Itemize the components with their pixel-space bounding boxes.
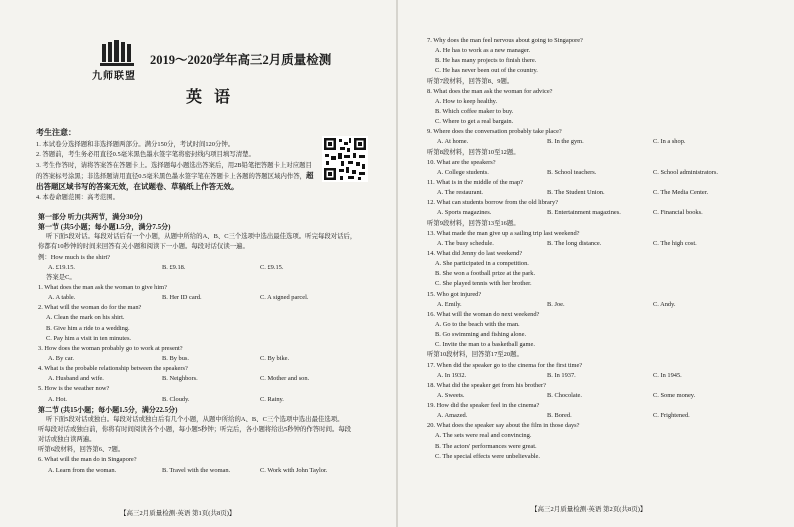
option-row [38,293,388,303]
answer-option: B. Cloudy. [162,395,190,403]
notice-box [36,128,316,203]
text-line: 15. Who got injured? [427,290,482,298]
answer-option: A. £19.15. [48,263,75,271]
text-line: 2. What will the woman do for the man? [38,304,142,312]
text-line: A. He has to work as a new manager. [435,47,531,55]
option-row [427,411,787,421]
answer-option: A. College students. [437,168,489,176]
answer-option: C. Mother and son. [260,375,310,383]
option-row [427,371,787,381]
text-line: 4. What is the probable relationship between the speakers? [38,365,188,373]
answer-option: A. Sweets. [437,391,465,399]
notice-item: 1. 本试卷分选择题和非选择题两部分。满分150分，考试时间120分钟。 [36,141,235,149]
section-heading: 第一部分 听力(共两节，满分30分) [38,213,143,221]
text-line: B. Go swimming and fishing alone. [435,331,527,339]
option-row [427,208,787,218]
answer-option: A. Emily. [437,300,462,308]
option-row [38,466,388,476]
answer-option: A. A table. [48,294,76,302]
answer-option: B. Bored. [547,412,572,420]
text-line: 你都有10秒钟的时间来回答有关小题和阅读下一小题。每段对话仅读一遍。 [38,243,249,251]
answer-option: A. At home. [437,138,469,146]
notice-item [36,161,316,194]
answer-option: A. Hot. [48,395,67,403]
answer-option: B. Neighbors. [162,375,198,383]
section-heading: 第一节 (共5小题；每小题1.5分，满分7.5分) [38,223,171,232]
answer-option: B. Her ID card. [162,294,202,302]
text-line: 对话或独白读两遍。 [38,436,96,444]
text-line: 13. What made the man give up a sailing trip last weekend? [427,229,580,237]
answer-option: B. Joe. [547,300,565,308]
exam-title: 2019～2020学年高三2月质量检测 [150,53,332,67]
text-line: A. The sets were real and convincing. [435,432,532,440]
text-line: B. Which coffee maker to buy. [435,107,514,115]
text-line: C. Pay him a visit in ten minutes. [46,334,132,342]
answer-option: B. Entertainment magazines. [547,209,621,217]
option-row [38,354,388,364]
answer-option: B. In 1937. [547,371,576,379]
option-row [38,374,388,384]
answer-option: C. The high cost. [653,239,697,247]
text-line: 12. What can students borrow from the old library? [427,199,559,207]
option-row [427,300,787,310]
answer-option: C. School administrators. [653,168,718,176]
answer-option: B. £9.18. [162,263,186,271]
option-row [427,391,787,401]
answer-option: C. The Media Center. [653,189,709,197]
text-line: A. She participated in a competition. [435,260,529,268]
answer-option: A. The restaurant. [437,189,484,197]
listening-section-left [38,212,388,476]
text-line: 16. What will the woman do next weekend? [427,310,540,318]
answer-option: A. Learn from the woman. [48,466,117,474]
answer-option: B. In the gym. [547,138,584,146]
text-line: 听下面5段对话。每段对话后有一个小题，从题中所给的A、B、C三个选项中选出最佳选项。听完每段对话后， [46,233,357,241]
text-line: 听第9段材料，回答第13至16题。 [427,219,520,227]
text-line: C. She played tennis with her brother. [435,280,532,288]
text-line: B. She won a football prize at the park. [435,270,536,278]
text-line: 5. How is the weather now? [38,385,110,393]
text-line: 听第10段材料，回答第17至20题。 [427,351,523,359]
jiushi-logo [96,40,140,68]
page-2 [397,0,794,527]
answer-option: C. By bike. [260,354,290,362]
text-line: 11. What is in the middle of the map? [427,178,524,186]
text-line: 19. How did the speaker feel in the cinema? [427,402,540,410]
text-line: 答案是C。 [46,273,76,281]
answer-option: C. In a shop. [653,138,686,146]
answer-option: C. £9.15. [260,263,284,271]
text-line: C. The special effects were unbelievable. [435,452,540,460]
text-line: 8. What does the man ask the woman for advice? [427,87,553,95]
answer-option: A. By car. [48,354,74,362]
text-line: A. Clean the mark on his shirt. [46,314,125,322]
answer-option: A. Husband and wife. [48,375,104,383]
answer-option: B. By bus. [162,354,189,362]
option-row [427,188,787,198]
text-line: C. Where to get a real bargain. [435,118,514,126]
subject-title: 英语 [186,89,243,106]
qr-code-icon [322,136,368,188]
text-line: 听每段对话或独白前，你将有时间阅读各个小题，每小题5秒钟；听完后，各小题将给出5秒钟的作答时间。每段 [38,425,352,433]
answer-option: C. Work with John Taylor. [260,466,328,474]
text-line: B. Give him a ride to a wedding. [46,324,130,332]
text-line: B. The actors' performances were great. [435,442,537,450]
text-line: 20. What does the speaker say about the film in those days? [427,422,580,430]
listening-section-right [427,36,787,462]
text-line: 听第8段材料，回答第10至12题。 [427,148,520,156]
text-line: 听下面5段对话或独白。每段对话或独白后有几个小题，从题中所给的A、B、C三个选项中选出最佳选项。 [46,415,344,423]
answer-option: A. The busy schedule. [437,239,494,247]
answer-option: C. A signed parcel. [260,294,309,302]
text-line: A. How to keep healthy. [435,97,498,105]
notice-item: 4. 本卷命题范围：高考范围。 [36,194,120,202]
answer-option: B. School teachers. [547,168,597,176]
text-line: A. Go to the beach with the man. [435,320,520,328]
answer-option: C. Financial books. [653,209,703,217]
notice-title: 考生注意： [36,128,76,137]
text-line: 例：How much is the shirt? [38,253,111,261]
text-line: C. He has never been out of the country. [435,67,538,75]
text-line: 7. Why does the man feel nervous about going to Singapore? [427,37,583,44]
answer-option: A. Amazed. [437,412,468,420]
notice-item: 2. 答题前，考生务必用直径0.5毫米黑色墨水签字笔将密封线内项目填写清楚。 [36,151,255,159]
option-row [427,137,787,147]
text-line: 听第7段材料，回答第8、9题。 [427,77,514,85]
answer-option: B. Travel with the woman. [162,466,231,474]
page-footer-left: 【高三2月质量检测·英语 第1页(共8页)】 [120,510,236,517]
option-row [427,168,787,178]
page-footer-right: 【高三2月质量检测·英语 第2页(共8页)】 [531,506,647,513]
notice-item-text: 3. 考生作答时，请将答案答在答题卡上。选择题每小题选出答案后，用2B铅笔把答题卡上对应题目的答案标号涂黑；非选择题请用直径0.5毫米黑色墨水签字笔在答题卡上各题的答题区域内作答， [36,161,312,180]
answer-option: C. Frightened. [653,412,690,420]
text-line: 1. What does the man ask the woman to give him? [38,283,167,291]
text-line: 17. When did the speaker go to the cinema for the first time? [427,361,583,369]
text-line: 听第6段材料，回答第6、7题。 [38,446,125,454]
text-line: 6. What will the man do in Singapore? [38,456,137,464]
text-line: 9. Where does the conversation probably take place? [427,128,562,136]
answer-option: C. Some money. [653,391,696,399]
answer-option: A. In 1932. [437,371,467,379]
option-row [427,239,787,249]
notice-bold-warning: 超出答题区域书写的答案无效，在试题卷、草稿纸上作答无效。 [36,170,314,192]
answer-option: C. In 1945. [653,371,682,379]
answer-option: B. The Student Union. [547,189,605,197]
answer-option: B. The long distance. [547,239,602,247]
logo-name: 九师联盟 [92,71,136,82]
text-line: 10. What are the speakers? [427,158,496,166]
option-row [38,263,388,273]
text-line: C. Invite the man to a basketball game. [435,341,535,349]
answer-option: A. Sports magazines. [437,209,492,217]
section-heading: 第二节 (共15小题；每小题1.5分，满分22.5分) [38,405,178,414]
answer-option: C. Andy. [653,300,676,308]
answer-option: B. Chocolate. [547,391,582,399]
text-line: 18. What did the speaker get from his brother? [427,381,546,389]
text-line: 3. How does the woman probably go to work at present? [38,344,183,352]
text-line: B. He has many projects to finish there. [435,57,537,65]
option-row [38,395,388,405]
answer-option: C. Rainy. [260,395,284,403]
text-line: 14. What did Jenny do last weekend? [427,249,523,257]
